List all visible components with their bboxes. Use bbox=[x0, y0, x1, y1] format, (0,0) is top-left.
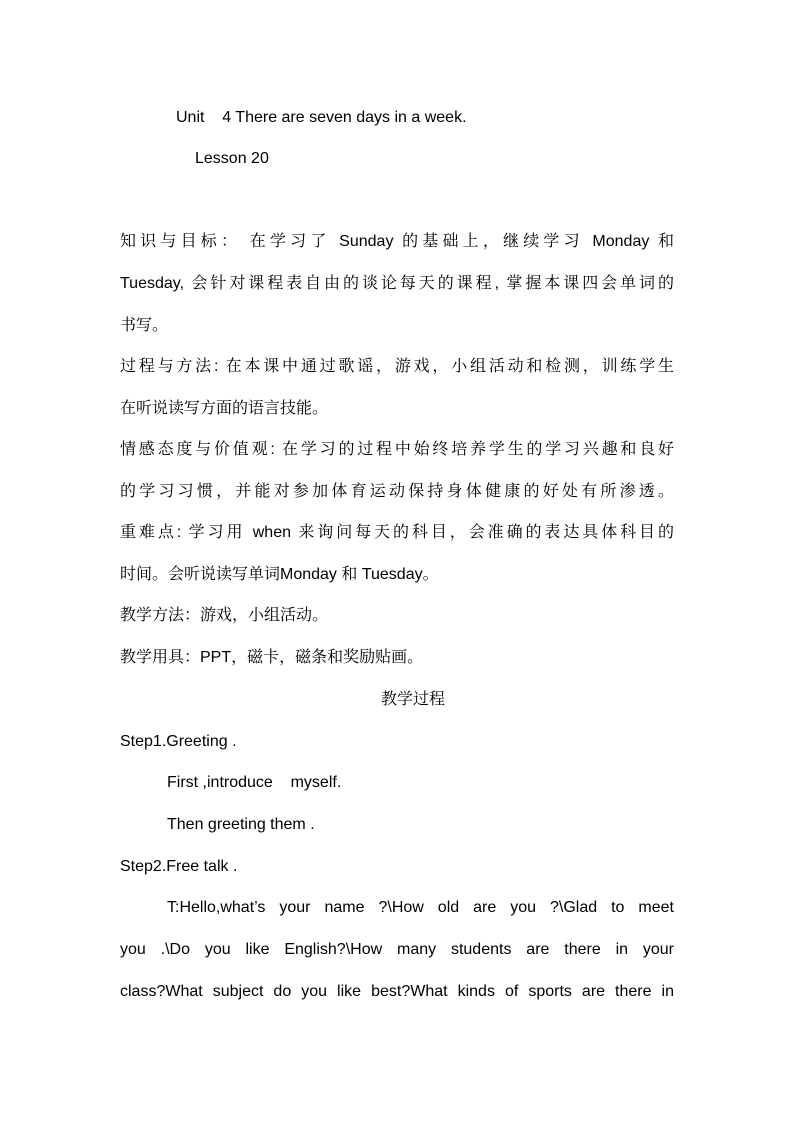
step1-item-1: First ,introduce myself. bbox=[167, 774, 342, 791]
teaching-methods: 教学方法：游戏，小组活动。 bbox=[120, 607, 329, 624]
step1-heading: Step1.Greeting . bbox=[120, 733, 237, 750]
free-talk-line-1: T:Hello,what’s your name ?\How old are you ?\Glad to meet bbox=[167, 899, 674, 916]
teaching-tools: 教学用具：PPT，磁卡，磁条和奖励贴画。 bbox=[120, 649, 424, 666]
step2-heading: Step2.Free talk . bbox=[120, 858, 238, 875]
key-difficulty-line-2: 时间。会听说读写单词Monday 和 Tuesday。 bbox=[120, 566, 439, 583]
free-talk-line-3: class?What subject do you like best?What kinds of sports are there in bbox=[120, 983, 674, 1000]
knowledge-objective-line-3: 书写。 bbox=[120, 317, 169, 334]
step1-item-2: Then greeting them . bbox=[167, 816, 315, 833]
lesson-title: Lesson 20 bbox=[195, 150, 269, 167]
emotion-value-line-1: 情感态度与价值观: 在学习的过程中始终培养学生的学习兴趣和良好 bbox=[120, 441, 674, 458]
process-method-line-2: 在听说读写方面的语言技能。 bbox=[120, 400, 329, 417]
knowledge-objective-line-1: 知识与目标： 在学习了 Sunday 的基础上，继续学习 Monday 和 bbox=[120, 233, 674, 250]
key-difficulty-line-1: 重难点: 学习用 when 来询问每天的科目，会准确的表达具体科目的 bbox=[120, 524, 674, 541]
unit-title: Unit 4 There are seven days in a week. bbox=[176, 109, 467, 126]
process-method-line-1: 过程与方法: 在本课中通过歌谣，游戏，小组活动和检测，训练学生 bbox=[120, 358, 674, 375]
emotion-value-line-2: 的学习习惯，并能对参加体育运动保持身体健康的好处有所渗透。 bbox=[120, 483, 674, 500]
knowledge-objective-line-2: Tuesday, 会针对课程表自由的谈论每天的课程, 掌握本课四会单词的 bbox=[120, 275, 674, 292]
process-heading: 教学过程 bbox=[381, 691, 446, 708]
free-talk-line-2: you .\Do you like English?\How many students are there in your bbox=[120, 941, 674, 958]
